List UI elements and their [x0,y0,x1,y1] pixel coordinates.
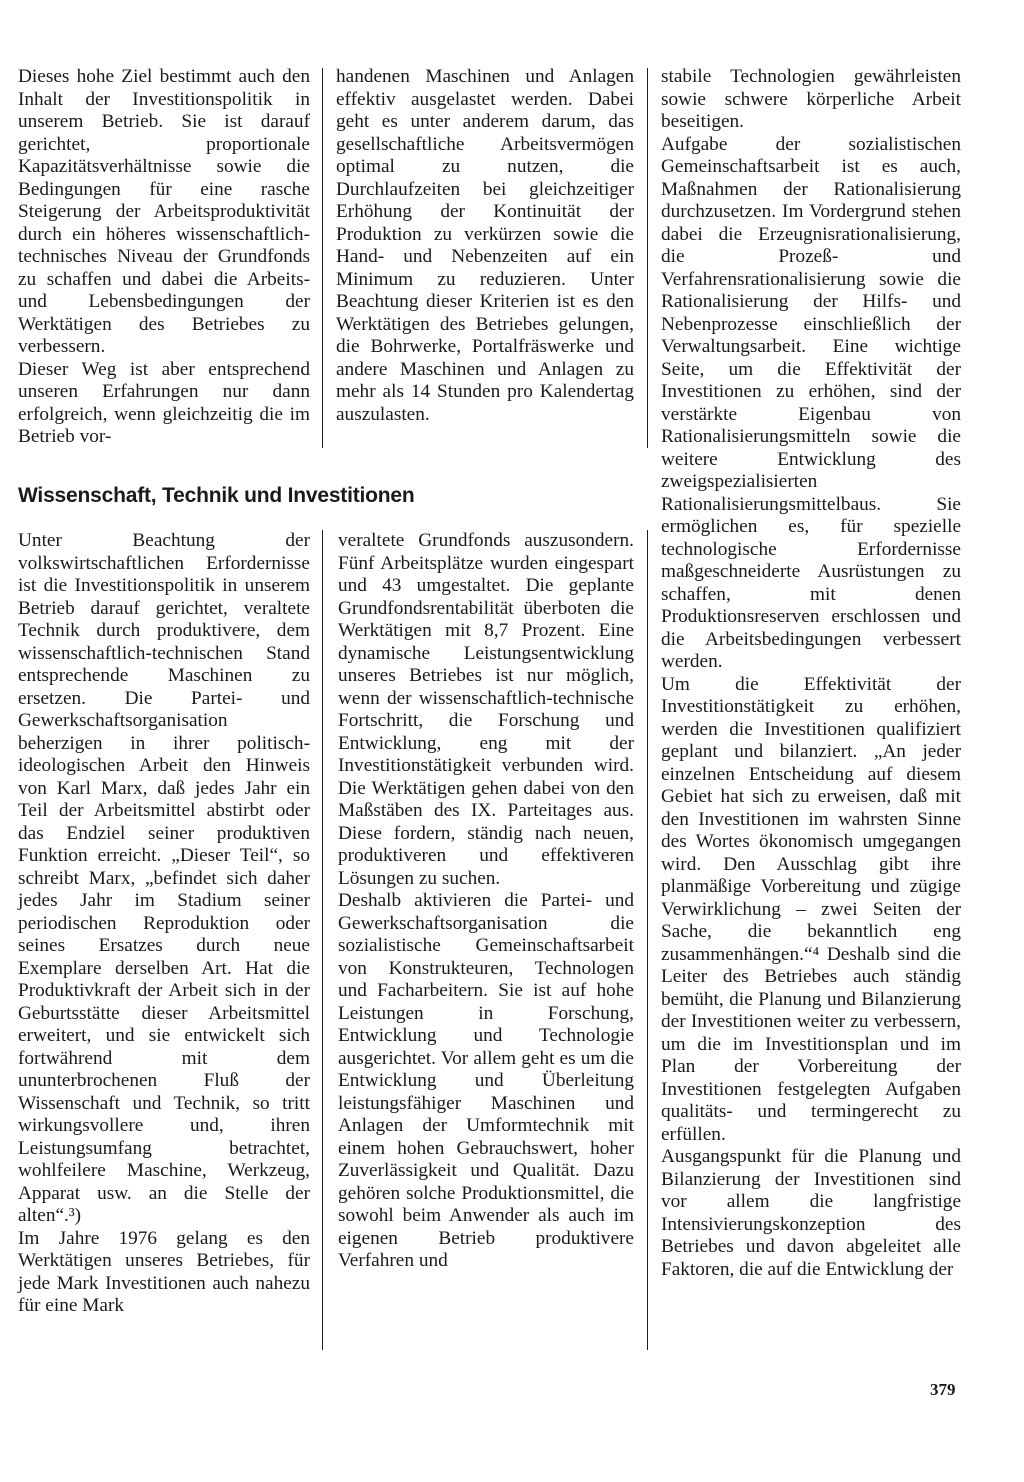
paragraph: veraltete Grundfonds auszusondern. Fünf Arbeitsplätze wurden eingespart und 43 umgestaltet. Die geplante Grundfondsrentabilität überboten die Werktätigen mit 8,7 Prozent. Eine dynamische Leistungsentwicklung unseres Betriebes ist nur möglich, wenn der wissenschaftlich-technische Fortschritt, die Forschung und Entwicklung, eng mit der Investitionstätigkeit verbunden wird. Die Werktätigen gehen dabei von den Maßstäben des IX. Parteitages aus. Diese fordern, ständig nach neuen, produktiveren und effektiveren Lösungen zu suchen. [338,530,634,889]
column-divider [647,530,648,1350]
paragraph: Ausgangspunkt für die Planung und Bilanzierung der Investitionen sind vor allem die langfristige Intensivierungskonzeption des Betriebes und davon abgeleitet alle Faktoren, die auf die Entwicklung der [661,1146,961,1280]
section-heading: Wissenschaft, Technik und Investitionen [18,484,415,507]
text-column-4 [18,530,310,1318]
paragraph: Dieser Weg ist aber entsprechend unseren Erfahrungen nur dann erfolgreich, wenn gleichzeitig die im Betrieb vor- [18,358,310,447]
text-column-3 [661,66,961,1281]
text-column-1 [18,66,310,449]
column-divider [322,530,323,1350]
paragraph: stabile Technologien gewährleisten sowie schwere körperliche Arbeit beseitigen. [661,66,961,132]
column-divider [647,68,648,448]
paragraph: Aufgabe der sozialistischen Gemeinschaftsarbeit ist es auch, Maßnahmen der Rationalisierung durchzusetzen. Im Vordergrund stehen dabei die Erzeugnisrationalisierung, die Prozeß- und Verfahrensrationalisierung sowie die Rationalisierung der Hilfs- und Nebenprozesse einschließlich der Verwaltungsarbeit. Eine wichtige Seite, um die Effektivität der Investitionen zu erhöhen, sind der verstärkte Eigenbau von Rationalisierungsmitteln sowie die weitere Entwicklung des zweigspezialisierten Rationalisierungsmittelbaus. Sie ermöglichen es, für spezielle technologische Erfordernisse maßgeschneiderte Ausrüstungen zu schaffen, mit denen Produktionsreserven erschlossen und die Arbeitsbedingungen verbessert werden. [661,133,961,672]
column-divider [322,68,323,448]
paragraph: Unter Beachtung der volkswirtschaftlichen Erfordernisse ist die Investitionspolitik in unserem Betrieb darauf gerichtet, veraltete Technik durch produktivere, dem wissenschaftlich-technischen Stand entsprechende Maschinen zu ersetzen. Die Partei- und Gewerkschaftsorganisation beherzigen in ihrer politisch-ideologischen Arbeit den Hinweis von Karl Marx, daß jedes Jahr ein Teil der Arbeitsmittel abstirbt oder das Endziel seiner produktiven Funktion erreicht. „Dieser Teil“, so schreibt Marx, „befindet sich daher jedes Jahr im Stadium seiner periodischen Reproduktion oder seines Ersatzes durch neue Exemplare derselben Art. Hat die Produktivkraft der Arbeit sich in der Geburtsstätte dieser Arbeitsmittel erweitert, und sie entwickelt sich fortwährend mit dem ununterbrochenen Fluß der Wissenschaft und Technik, so tritt wirkungsvollere und, ihren Leistungsumfang betrachtet, wohlfeilere Maschine, Werkzeug, Apparat usw. an die Stelle der alten“.³) [18,530,310,1226]
paragraph: Um die Effektivität der Investitionstätigkeit zu erhöhen, werden die Investitionen qualifiziert geplant und bilanziert. „An jeder einzelnen Entscheidung auf diesem Gebiet hat sich zu erweisen, daß mit den Investitionen im wahrsten Sinne des Wortes ökonomisch umgegangen wird. Den Ausschlag gibt ihre planmäßige Vorbereitung und zügige Verwirklichung – zwei Seiten der Sache, die bekanntlich eng zusammenhängen.“⁴ Deshalb sind die Leiter des Betriebes auch ständig bemüht, die Planung und Bilanzierung der Investitionen weiter zu verbessern, um die im Investitionsplan und im Plan der Vorbereitung der Investitionen festgelegten Aufgaben qualitäts- und termingerecht zu erfüllen. [661,673,961,1145]
page-number: 379 [930,1380,956,1399]
text-column-2 [336,66,634,426]
paragraph: Im Jahre 1976 gelang es den Werktätigen unseres Betriebes, für jede Mark Investitionen auch nahezu für eine Mark [18,1227,310,1316]
paragraph: Dieses hohe Ziel bestimmt auch den Inhalt der Investitionspolitik in unserem Betrieb. Sie ist darauf gerichtet, proportionale Kapazitätsverhältnisse sowie die Bedingungen für eine rasche Steigerung der Arbeitsproduktivität durch ein höheres wissenschaftlich-technisches Niveau der Grundfonds zu schaffen und dabei die Arbeits- und Lebensbedingungen der Werktätigen des Betriebes zu verbessern. [18,66,310,357]
paragraph: Deshalb aktivieren die Partei- und Gewerkschaftsorganisation die sozialistische Gemeinschaftsarbeit von Konstrukteuren, Technologen und Facharbeitern. Sie ist auf hohe Leistungen in Forschung, Entwicklung und Technologie ausgerichtet. Vor allem geht es um die Entwicklung und Überleitung leistungsfähiger Maschinen und Anlagen der Umformtechnik mit einem hohen Gebrauchswert, hoher Zuverlässigkeit und Qualität. Dazu gehören solche Produktionsmittel, die sowohl beim Anwender als auch im eigenen Betrieb produktivere Verfahren und [338,890,634,1271]
paragraph: handenen Maschinen und Anlagen effektiv ausgelastet werden. Dabei geht es unter anderem darum, das gesellschaftliche Arbeitsvermögen optimal zu nutzen, die Durchlaufzeiten bei gleichzeitiger Erhöhung der Kontinuität der Produktion zu verkürzen sowie die Hand- und Nebenzeiten auf ein Minimum zu reduzieren. Unter Beachtung dieser Kriterien ist es den Werktätigen des Betriebes gelungen, die Bohrwerke, Portalfräswerke und andere Maschinen und Anlagen zu mehr als 14 Stunden pro Kalendertag auszulasten. [336,66,634,425]
text-column-5 [338,530,634,1273]
